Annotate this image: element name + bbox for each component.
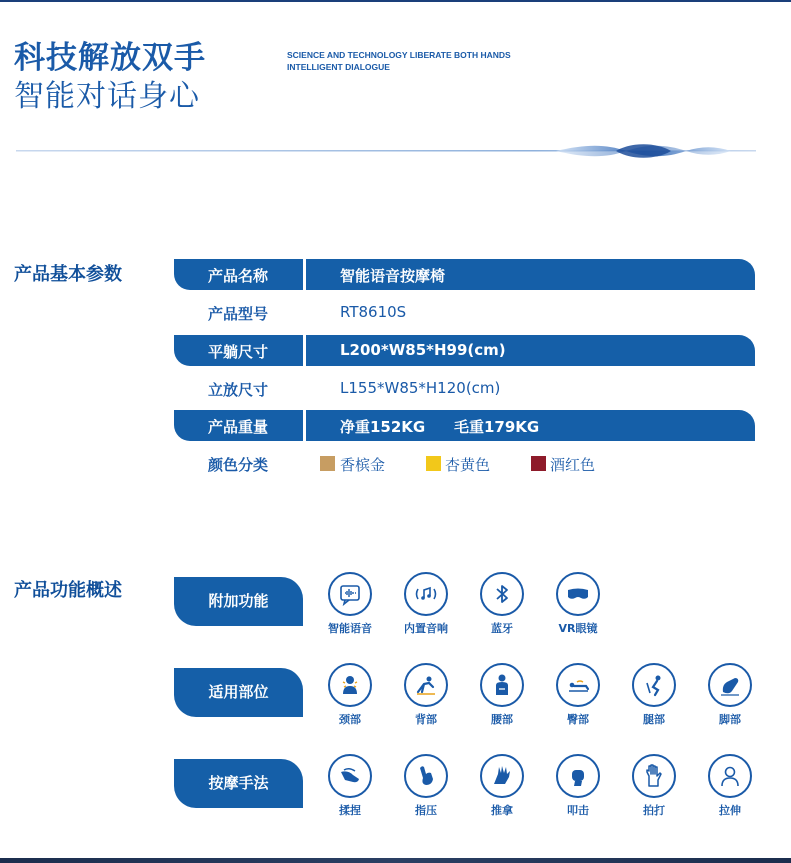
page-title: 科技解放双手 bbox=[14, 40, 206, 76]
page-subtitle: 智能对话身心 bbox=[14, 79, 200, 114]
back-icon bbox=[412, 671, 440, 699]
feature-label: 智能语音 bbox=[328, 622, 372, 635]
spec-row-name bbox=[174, 259, 755, 290]
feature-item bbox=[396, 754, 456, 818]
feature-label: 拉伸 bbox=[719, 804, 741, 817]
feature-label: 叩击 bbox=[567, 804, 589, 817]
foot-icon bbox=[716, 671, 744, 699]
specs-section-label: 产品基本参数 bbox=[14, 264, 122, 285]
feature-group-body-parts: 适用部位 bbox=[174, 668, 303, 717]
finger-press-icon bbox=[412, 762, 440, 790]
features-section-label: 产品功能概述 bbox=[14, 580, 122, 601]
color-label: 香槟金 bbox=[340, 456, 386, 474]
spec-key: 产品名称 bbox=[208, 267, 269, 285]
spec-key: 立放尺寸 bbox=[208, 381, 269, 399]
spec-key: 产品型号 bbox=[208, 305, 269, 323]
feature-item bbox=[320, 754, 380, 818]
waist-icon bbox=[488, 671, 516, 699]
row-divider bbox=[303, 335, 306, 366]
bottom-border bbox=[0, 858, 791, 863]
row-divider bbox=[303, 410, 306, 441]
vr-glasses-icon bbox=[564, 580, 592, 608]
spec-value-net: 净重152KG bbox=[340, 418, 426, 436]
color-label: 酒红色 bbox=[550, 456, 596, 474]
feature-item bbox=[700, 754, 760, 818]
spec-value-gross: 毛重179KG bbox=[454, 418, 540, 436]
feature-label: 揉捏 bbox=[339, 804, 361, 817]
color-swatch-champagne bbox=[320, 456, 335, 471]
feature-label: 颈部 bbox=[339, 713, 361, 726]
english-tagline-2: INTELLIGENT DIALOGUE bbox=[287, 62, 390, 72]
spec-row-weight bbox=[174, 410, 755, 441]
spec-row-upright-size bbox=[174, 373, 755, 404]
feature-label: 推拿 bbox=[491, 804, 513, 817]
feature-item bbox=[472, 572, 532, 636]
feature-label: 脚部 bbox=[719, 713, 741, 726]
feature-item bbox=[700, 663, 760, 727]
feature-item bbox=[320, 572, 380, 636]
feature-item bbox=[472, 754, 532, 818]
pat-icon bbox=[640, 762, 668, 790]
hip-icon bbox=[564, 671, 592, 699]
knead-icon bbox=[336, 762, 364, 790]
voice-icon bbox=[336, 580, 364, 608]
feature-item bbox=[548, 572, 608, 636]
stretch-icon bbox=[716, 762, 744, 790]
feature-label: 内置音响 bbox=[404, 622, 448, 635]
spec-value: RT8610S bbox=[340, 303, 407, 321]
feature-label: VR眼镜 bbox=[558, 622, 598, 635]
row-divider bbox=[303, 259, 306, 290]
spec-value: 智能语音按摩椅 bbox=[340, 267, 446, 285]
feature-item bbox=[396, 572, 456, 636]
feature-item bbox=[472, 663, 532, 727]
neck-icon bbox=[336, 671, 364, 699]
spec-key: 平躺尺寸 bbox=[208, 343, 269, 361]
feature-item bbox=[624, 663, 684, 727]
feature-label: 背部 bbox=[415, 713, 437, 726]
top-border bbox=[0, 0, 791, 2]
color-swatch-wine bbox=[531, 456, 546, 471]
push-icon bbox=[488, 762, 516, 790]
feature-label: 拍打 bbox=[643, 804, 665, 817]
feature-group-techniques: 按摩手法 bbox=[174, 759, 303, 808]
spec-row-model bbox=[174, 297, 755, 328]
tap-icon bbox=[564, 762, 592, 790]
feature-label: 蓝牙 bbox=[491, 622, 513, 635]
spec-row-flat-size bbox=[174, 335, 755, 366]
feature-label: 臀部 bbox=[567, 713, 589, 726]
feature-item bbox=[548, 663, 608, 727]
feature-item bbox=[320, 663, 380, 727]
feature-group-extra: 附加功能 bbox=[174, 577, 303, 626]
spec-value: L200*W85*H99(cm) bbox=[340, 341, 506, 359]
feature-label: 指压 bbox=[415, 804, 437, 817]
feature-item bbox=[396, 663, 456, 727]
feature-item bbox=[624, 754, 684, 818]
feature-label: 腿部 bbox=[643, 713, 665, 726]
english-tagline-1: SCIENCE AND TECHNOLOGY LIBERATE BOTH HANDS bbox=[287, 50, 511, 60]
feature-label: 腰部 bbox=[491, 713, 513, 726]
spec-row-colors bbox=[174, 448, 755, 479]
color-swatch-yellow bbox=[426, 456, 441, 471]
bluetooth-icon bbox=[488, 580, 516, 608]
speaker-music-icon bbox=[412, 580, 440, 608]
spec-key: 颜色分类 bbox=[208, 456, 269, 474]
sound-wave-divider bbox=[16, 138, 756, 164]
color-label: 杏黄色 bbox=[445, 456, 491, 474]
leg-icon bbox=[640, 671, 668, 699]
feature-item bbox=[548, 754, 608, 818]
spec-value: L155*W85*H120(cm) bbox=[340, 379, 501, 397]
spec-key: 产品重量 bbox=[208, 418, 269, 436]
